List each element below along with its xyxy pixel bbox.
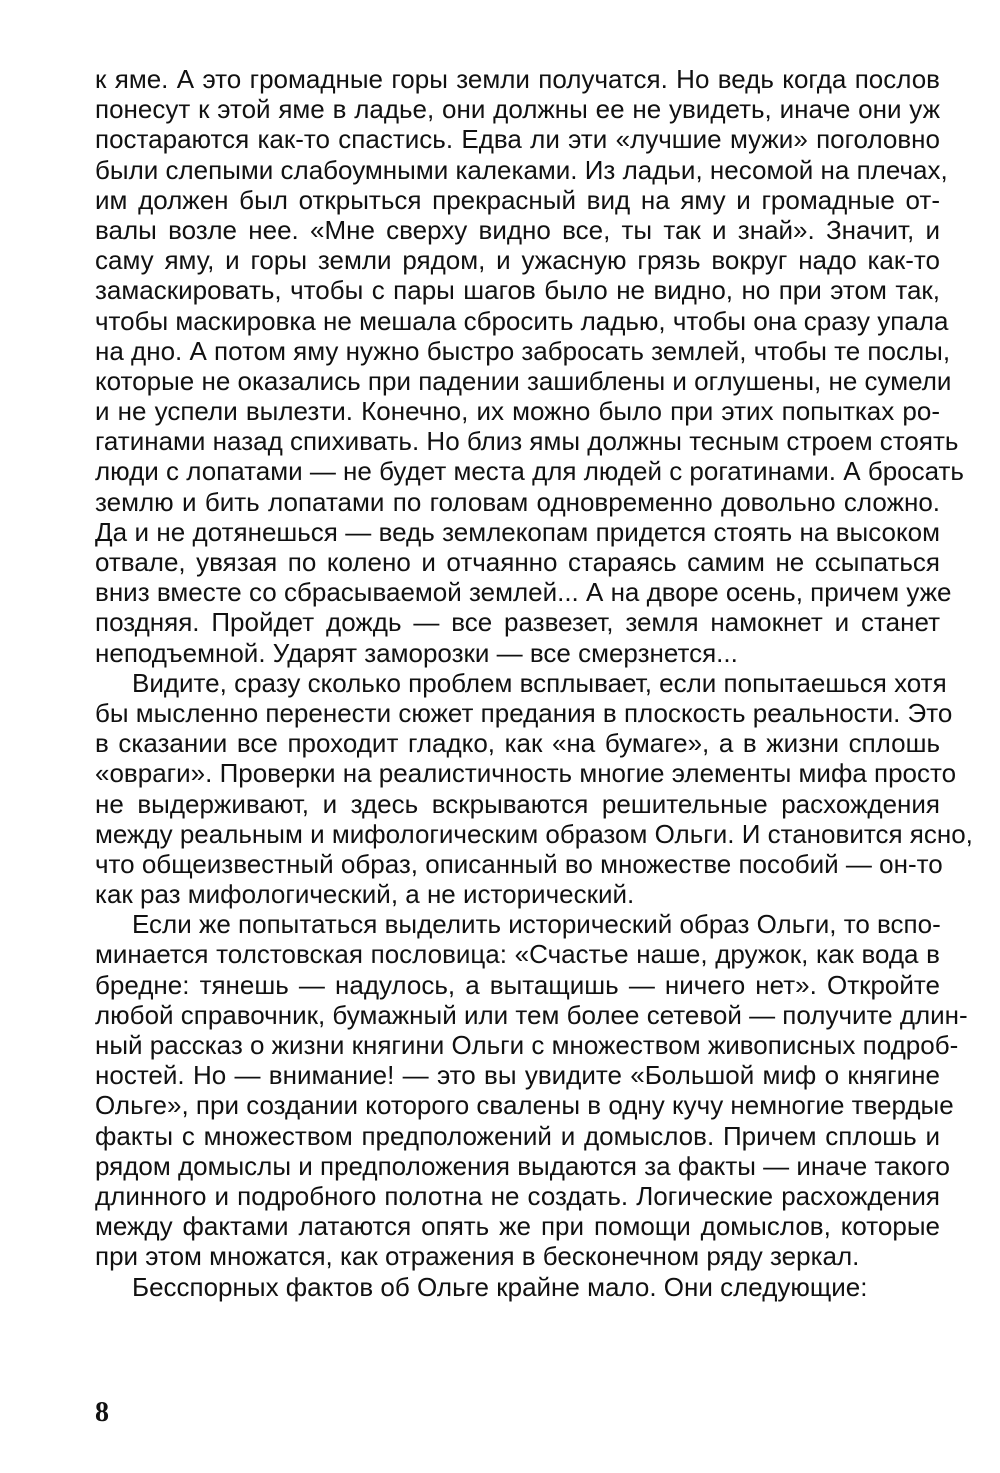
- text-line: Ольге», при создании которого свалены в одну кучу немногие твердые: [95, 1090, 954, 1121]
- text-line: постараются как-то спастись. Едва ли эти «лучшие мужи» поголовно: [95, 124, 940, 155]
- text-line: были слепыми слабоумными калеками. Из ладьи, несомой на плечах,: [95, 154, 948, 185]
- paragraph: [95, 64, 964, 668]
- text-line: и не успели вылезти. Конечно, их можно было при этих попытках ро-: [95, 396, 940, 427]
- text-line: люди с лопатами — не будет места для людей с рогатинами. А бросать: [95, 456, 964, 487]
- paragraph: [95, 909, 968, 1272]
- text-line: ностей. Но — внимание! — это вы увидите «Большой миф о княгине: [95, 1060, 940, 1091]
- text-line: факты с множеством предположений и домыслов. Причем сплошь и: [95, 1120, 940, 1151]
- paragraph: [95, 1272, 940, 1302]
- body-text: [95, 64, 973, 1302]
- text-line: валы возле нее. «Мне сверху видно все, ты так и знай». Значит, и: [95, 214, 940, 245]
- text-line: как раз мифологический, а не исторический.: [95, 879, 635, 910]
- text-line: не выдерживают, и здесь вскрываются решительные расхождения: [95, 788, 940, 819]
- text-line: Бесспорных фактов об Ольге крайне мало. Они следующие:: [132, 1271, 868, 1302]
- text-line: замаскировать, чтобы с пары шагов было не видно, но при этом так,: [95, 275, 940, 306]
- text-line: Видите, сразу сколько проблем всплывает, если попытаешься хотя: [132, 667, 947, 698]
- page-number: 8: [95, 1397, 109, 1428]
- text-line: понесут к этой яме в ладье, они должны ее не увидеть, иначе они уж: [95, 94, 940, 125]
- text-line: саму яму, и горы земли рядом, и ужасную грязь вокруг надо как-то: [95, 245, 940, 276]
- text-line: отвале, увязая по колено и отчаянно стараясь самим не ссыпаться: [95, 547, 940, 577]
- text-line: при этом множатся, как отражения в бесконечном ряду зеркал.: [95, 1241, 860, 1272]
- text-line: между фактами латаются опять же при помощи домыслов, которые: [95, 1211, 940, 1242]
- text-line: длинного и подробного полотна не создать. Логические расхождения: [95, 1180, 940, 1211]
- text-line: в сказании все проходит гладко, как «на бумаге», а в жизни сплошь: [95, 728, 940, 759]
- text-line: бы мысленно перенести сюжет предания в плоскость реальности. Это: [95, 697, 953, 728]
- text-line: Если же попытаться выделить исторический образ Ольги, то вспо-: [132, 909, 941, 940]
- text-line: на дно. А потом яму нужно быстро забросать землей, чтобы те послы,: [95, 335, 951, 366]
- text-line: гатинами назад спихивать. Но близ ямы должны тесным строем стоять: [95, 426, 959, 457]
- text-line: ный рассказ о жизни княгини Ольги с множеством живописных подроб-: [95, 1030, 959, 1060]
- text-line: между реальным и мифологическим образом Ольги. И становится ясно,: [95, 818, 973, 849]
- text-line: любой справочник, бумажный или тем более сетевой — получите длин-: [95, 999, 968, 1030]
- text-line: им должен был открыться прекрасный вид на яму и громадные от-: [95, 184, 940, 215]
- text-line: неподъемной. Ударят заморозки — все смерзнется...: [95, 637, 738, 668]
- text-line: поздняя. Пройдет дождь — все развезет, земля намокнет и станет: [95, 607, 940, 638]
- text-line: которые не оказались при падении зашиблены и оглушены, не сумели: [95, 365, 952, 396]
- text-line: что общеизвестный образ, описанный во множестве пособий — он-то: [95, 848, 943, 879]
- paragraph: [95, 667, 973, 910]
- text-line: бредне: тянешь — надулось, а вытащишь — ничего нет». Откройте: [95, 969, 940, 1000]
- text-line: чтобы маскировка не мешала сбросить ладью, чтобы она сразу упала: [95, 305, 949, 336]
- text-line: Да и не дотянешься — ведь землекопам придется стоять на высоком: [95, 516, 940, 547]
- text-line: вниз вместе со сбрасываемой землей... А на дворе осень, причем уже: [95, 577, 952, 608]
- text-line: минается толстовская пословица: «Счастье наше, дружок, как вода в: [95, 939, 940, 970]
- text-line: землю и бить лопатами по головам одновременно довольно сложно.: [95, 486, 940, 517]
- text-line: «овраги». Проверки на реалистичность многие элементы мифа просто: [95, 758, 957, 789]
- text-line: рядом домыслы и предположения выдаются за факты — иначе такого: [95, 1150, 950, 1181]
- text-line: к яме. А это громадные горы земли получатся. Но ведь когда послов: [95, 64, 940, 94]
